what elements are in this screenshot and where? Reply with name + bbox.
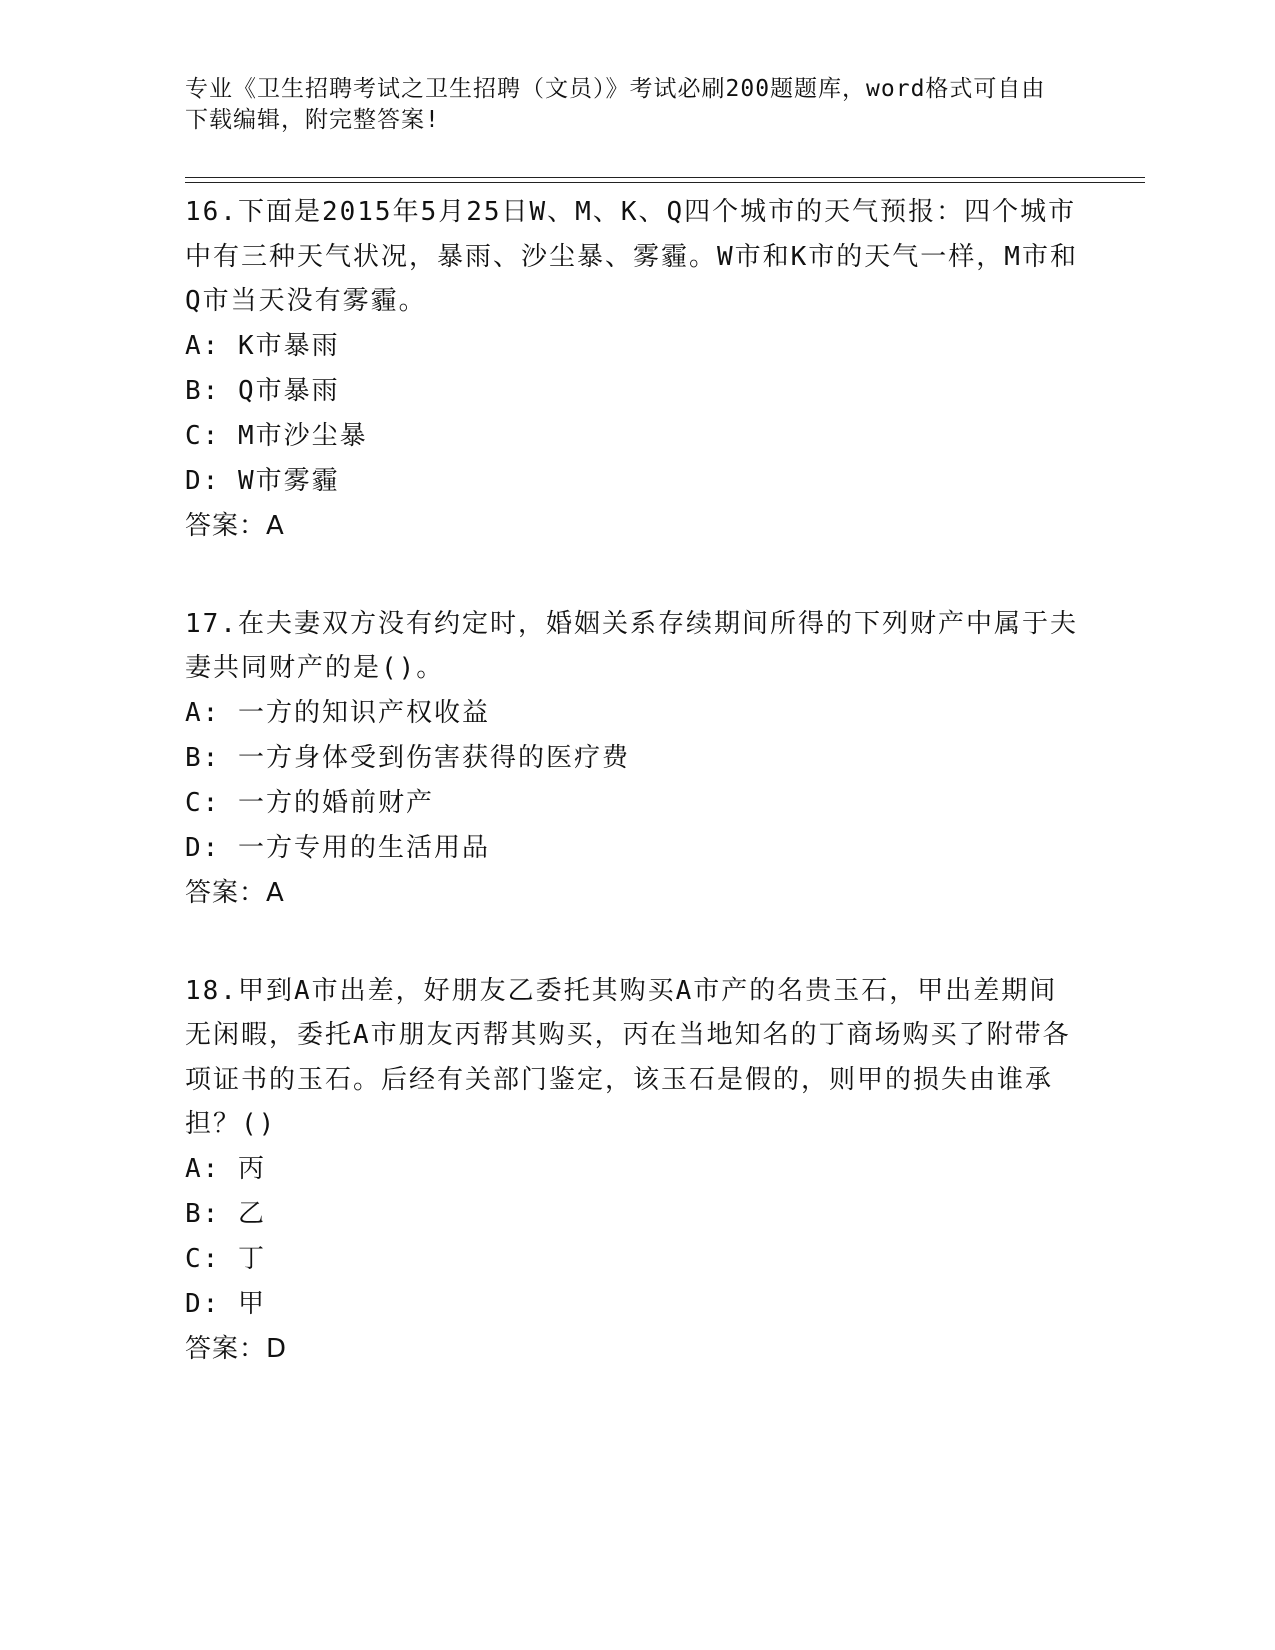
option-d: D: 一方专用的生活用品 xyxy=(185,832,490,863)
question-18 xyxy=(185,969,1085,1372)
header-divider-bottom xyxy=(185,182,1145,183)
question-16 xyxy=(185,190,1085,549)
option-c: C: 丁 xyxy=(185,1243,266,1274)
option-a: A: 丙 xyxy=(185,1153,266,1184)
question-stem: 18.甲到A市出差，好朋友乙委托其购买A市产的名贵玉石，甲出差期间无闲暇，委托A市朋友丙帮其购买，丙在当地知名的丁商场购买了附带各项证书的玉石。后经有关部门鉴定，该玉石是假的，则甲的损失由谁承担？() xyxy=(185,975,1071,1139)
option-d: D: 甲 xyxy=(185,1288,266,1319)
option-b: B: 乙 xyxy=(185,1198,266,1229)
option-b: B: Q市暴雨 xyxy=(185,375,340,406)
option-c: C: M市沙尘暴 xyxy=(185,420,368,451)
header-divider-top xyxy=(185,177,1145,178)
answer-label: 答案：A xyxy=(185,877,285,908)
question-17 xyxy=(185,602,1085,916)
answer-label: 答案：D xyxy=(185,1333,288,1364)
question-list xyxy=(185,190,1085,1425)
option-a: A: 一方的知识产权收益 xyxy=(185,697,490,728)
option-a: A: K市暴雨 xyxy=(185,330,340,361)
answer-label: 答案：A xyxy=(185,510,285,541)
option-b: B: 一方身体受到伤害获得的医疗费 xyxy=(185,742,630,773)
question-stem: 16.下面是2015年5月25日W、M、K、Q四个城市的天气预报：四个城市中有三种天气状况，暴雨、沙尘暴、雾霾。W市和K市的天气一样，M市和Q市当天没有雾霾。 xyxy=(185,197,1078,316)
document-intro: 专业《卫生招聘考试之卫生招聘（文员）》考试必刷200题题库，word格式可自由下载编辑，附完整答案! xyxy=(185,76,1046,133)
option-c: C: 一方的婚前财产 xyxy=(185,787,434,818)
option-d: D: W市雾霾 xyxy=(185,465,340,496)
question-stem: 17.在夫妻双方没有约定时，婚姻关系存续期间所得的下列财产中属于夫妻共同财产的是()。 xyxy=(185,608,1078,683)
